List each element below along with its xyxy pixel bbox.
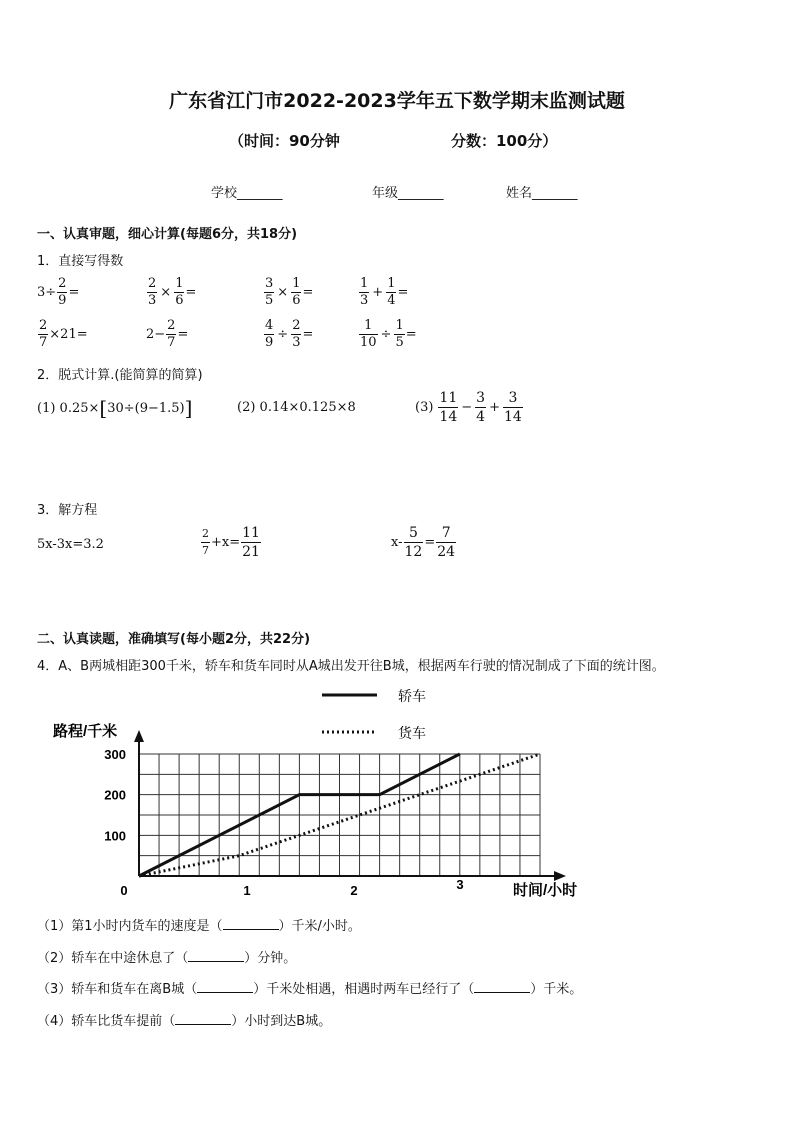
bracket: [ [99, 396, 108, 420]
fraction: $\frac{4}{9}$ [265, 318, 274, 350]
answer-blank[interactable] [474, 980, 530, 993]
operator: ÷ [277, 327, 289, 342]
q3-equation-1: 5x-3x=3.2 [37, 537, 104, 552]
fraction: $\frac{2}{7}$ [39, 318, 48, 350]
expr-text: = [185, 285, 197, 300]
x-tick-label: 3 [456, 877, 464, 892]
fraction: $\frac{7}{24}$ [437, 525, 456, 560]
q2-item-1 [37, 396, 192, 420]
expr-text: +x= [211, 535, 241, 550]
q4-sub2 [37, 947, 296, 966]
question-text: （2）轿车在中途休息了（ [37, 951, 189, 966]
y-tick-label: 200 [104, 787, 126, 803]
expr-text: = [302, 327, 314, 342]
section1-heading: 一、认真审题，细心计算(每题6分，共18分) [37, 227, 298, 242]
q2-item-3 [415, 389, 524, 426]
fraction: $\frac{5}{12}$ [404, 525, 423, 560]
q1-item-g [263, 318, 313, 351]
fraction: $\frac{2}{7}$ [202, 527, 209, 557]
expr-text: = [405, 327, 417, 342]
q1-item-d [358, 276, 408, 309]
school-field[interactable]: 学校_______ [211, 186, 283, 201]
fraction: $\frac{2}{7}$ [167, 318, 176, 350]
expr-text: = [177, 327, 189, 342]
expr-text: ×21= [49, 327, 88, 342]
exam-time: （时间：90分钟 [229, 132, 340, 150]
fraction: $\frac{3}{14}$ [503, 390, 522, 425]
answer-blank[interactable] [223, 917, 279, 930]
answer-blank[interactable] [197, 980, 253, 993]
expr-text: = [397, 285, 409, 300]
fraction: $\frac{3}{4}$ [476, 390, 486, 425]
fraction: $\frac{1}{6}$ [292, 276, 301, 308]
operator: × [160, 285, 172, 300]
question-text: （4）轿车比货车提前（ [37, 1014, 176, 1029]
legend-label: 货车 [398, 726, 426, 742]
x-tick-label: 2 [350, 883, 358, 898]
x-axis-arrow [554, 871, 566, 881]
fraction: $\frac{11}{21}$ [242, 525, 260, 560]
fraction: $\frac{1}{6}$ [175, 276, 184, 308]
q1-item-b [146, 276, 196, 309]
fraction: $\frac{2}{3}$ [292, 318, 301, 350]
name-field[interactable]: 姓名_______ [506, 186, 578, 201]
question-text: ）千米/小时。 [278, 919, 361, 934]
q1-item-c [263, 276, 313, 309]
q3-equation-3 [391, 524, 457, 561]
q2-label: 2．脱式计算.(能简算的简算) [37, 368, 203, 383]
q1-item-a [37, 276, 79, 309]
legend-label: 轿车 [398, 689, 426, 705]
y-tick-label: 300 [104, 747, 126, 762]
expr-text: (3) [415, 400, 434, 415]
expr-text: = [68, 285, 80, 300]
x-tick-label: 0 [120, 883, 128, 898]
q1-item-f [146, 318, 188, 351]
q4-sub3 [37, 978, 582, 997]
q4-text: 4．A、B两城相距300千米，轿车和货车同时从A城出发开往B城，根据两车行驶的情况制成了下面的统计图。 [37, 659, 665, 674]
operator: × [277, 285, 289, 300]
q1-item-e [37, 318, 88, 351]
fraction: $\frac{11}{14}$ [439, 390, 458, 425]
expr-text: = [424, 535, 436, 550]
operator: + [489, 400, 500, 415]
fraction: $\frac{3}{5}$ [265, 276, 274, 308]
operator: + [372, 285, 384, 300]
question-text: ）千米处相遇，相遇时两车已经行了（ [253, 982, 475, 997]
grade-field[interactable]: 年级_______ [372, 186, 444, 201]
y-axis-label: 路程/千米 [53, 723, 118, 740]
page-title: 广东省江门市2022-2023学年五下数学期末监测试题 [169, 90, 625, 112]
expr-text: 3÷ [37, 285, 57, 300]
section2-heading: 二、认真读题，准确填写(每小题2分，共22分) [37, 632, 311, 647]
x-tick-label: 1 [243, 883, 251, 898]
y-axis-arrow [134, 730, 144, 742]
question-text: （3）轿车和货车在离B城（ [37, 982, 198, 997]
q3-label: 3．解方程 [37, 503, 98, 518]
expr-text: 30÷(9−1.5) [107, 400, 185, 416]
expr-text: (1) 0.25× [37, 400, 100, 416]
q4-sub4 [37, 1010, 331, 1029]
fraction: $\frac{1}{4}$ [387, 276, 396, 308]
fraction: $\frac{2}{3}$ [148, 276, 157, 308]
q2-item-2: (2) 0.14×0.125×8 [237, 400, 356, 415]
q4-sub1 [37, 915, 361, 934]
exam-score: 分数：100分） [451, 132, 558, 150]
operator: − [461, 400, 473, 415]
question-text: （1）第1小时内货车的速度是（ [37, 919, 223, 934]
bracket: ] [184, 396, 193, 420]
question-text: ）千米。 [530, 982, 583, 997]
x-axis-label: 时间/小时 [513, 882, 578, 899]
answer-blank[interactable] [175, 1012, 231, 1025]
question-text: ）分钟。 [244, 951, 297, 966]
chart-grid [139, 754, 540, 876]
question-text: ）小时到达B城。 [231, 1014, 332, 1029]
fraction: $\frac{1}{5}$ [395, 318, 404, 350]
y-tick-label: 100 [104, 828, 126, 844]
fraction: $\frac{1}{3}$ [360, 276, 369, 308]
expr-text: = [302, 285, 314, 300]
distance-time-chart [0, 680, 794, 905]
q1-item-h [358, 318, 417, 351]
expr-text: 2− [146, 327, 166, 342]
operator: ÷ [380, 327, 392, 342]
q3-equation-2 [200, 524, 262, 561]
answer-blank[interactable] [188, 949, 244, 962]
fraction: $\frac{2}{9}$ [58, 276, 67, 308]
expr-text: x- [391, 535, 403, 550]
q1-label: 1．直接写得数 [37, 254, 124, 269]
fraction: $\frac{1}{10}$ [360, 318, 377, 350]
